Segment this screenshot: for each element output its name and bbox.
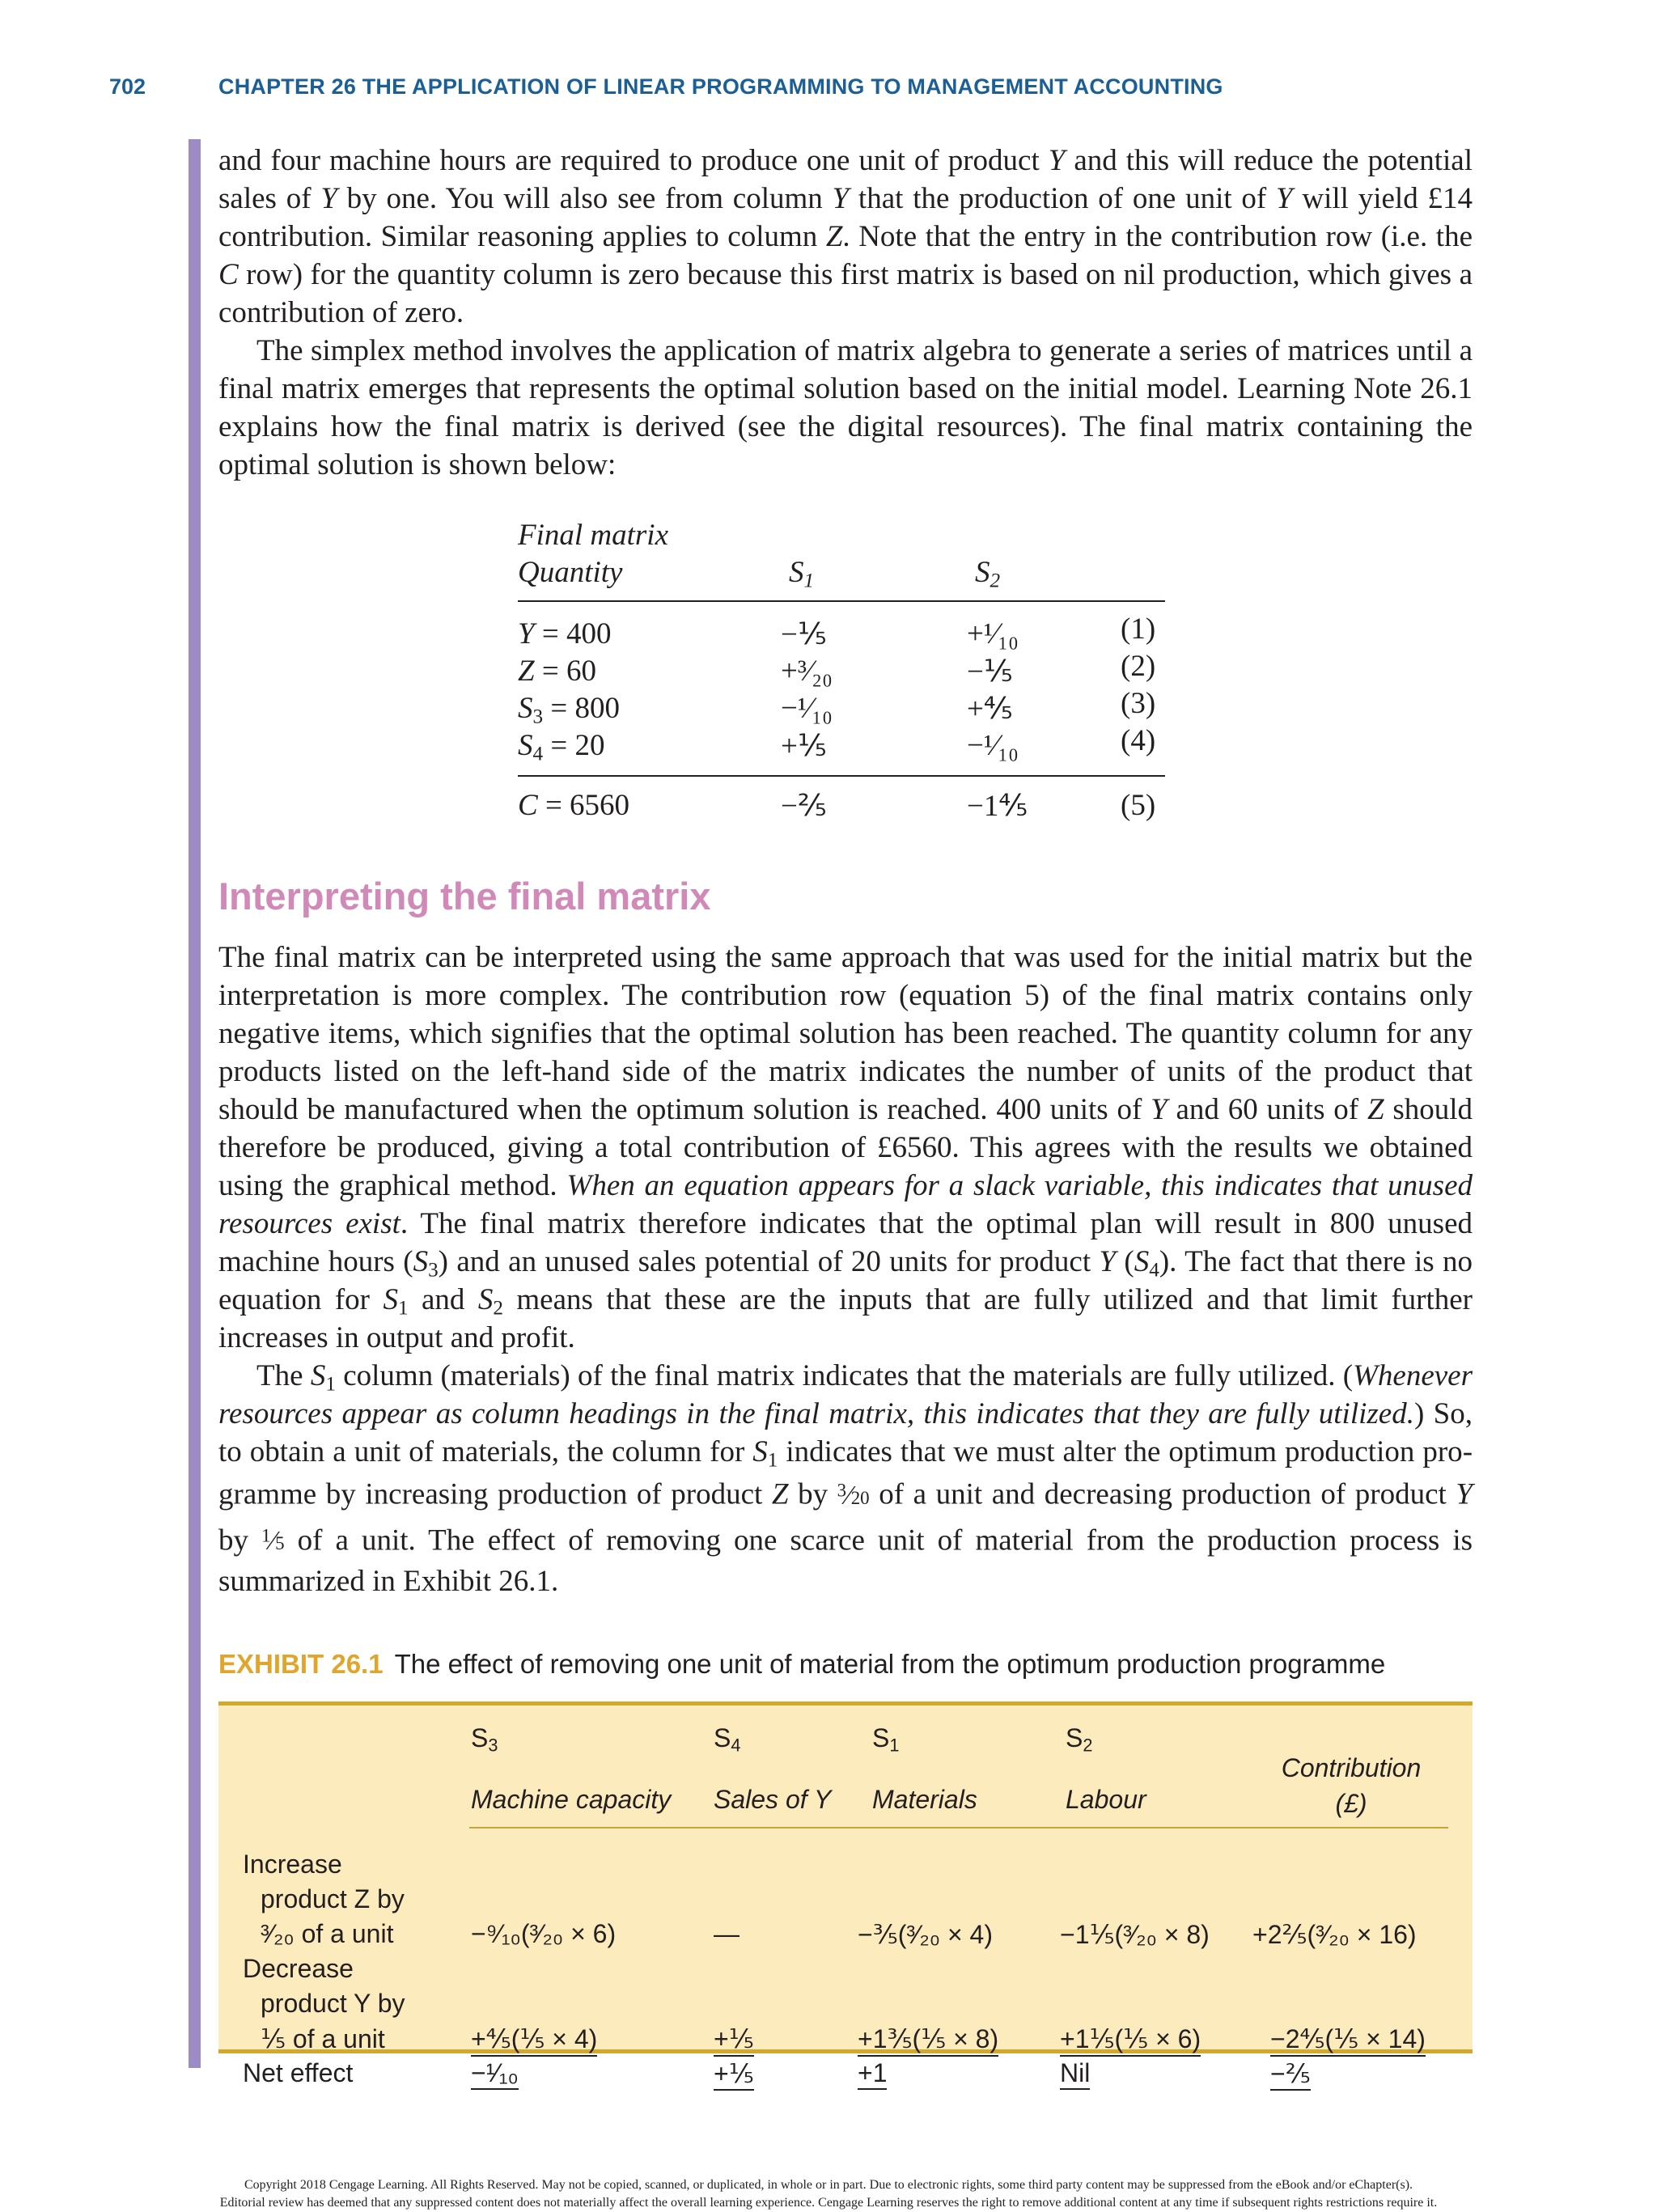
row-label-net-effect: Net effect [243,2058,354,2087]
matrix-header-quantity: Quantity [518,556,623,589]
decrease-y-contribution: −2⅘(⅕ × 14) [1270,2023,1426,2057]
net-effect-labour: Nil [1060,2058,1090,2090]
col-name-sales-of-y: Sales of Y [714,1785,832,1814]
exhibit-header-rule [469,1827,1448,1829]
net-effect-contribution: −⅖ [1270,2058,1311,2091]
increase-z-sales: — [714,1919,740,1948]
margin-bar [189,139,201,2068]
net-effect-machine: −¹⁄₁₀ [471,2058,519,2090]
net-effect-sales: +⅕ [714,2058,754,2091]
matrix-row-4-eq: (4) [1121,724,1156,757]
increase-z-materials: −⅗(³⁄₂₀ × 4) [858,1920,993,1949]
exhibit-caption [218,1649,1385,1680]
matrix-row-2-s1: +³⁄₂₀ [781,655,833,688]
decrease-y-materials: +1⅗(⅕ × 8) [858,2023,998,2057]
page-number: 702 [109,74,146,99]
increase-z-machine: −⁹⁄₁₀(³⁄₂₀ × 6) [471,1919,617,1948]
paragraph-1: and four machine hours are required to produce one unit of product Y and this will reduce the potential sales of Y by one. You will also see from column Y that the production of one unit of Y will yield £14 contribution. Similar reasoning applies to column Z. Note that the entry in the contribution row (i.e. the C row) for the quantity column is zero because this first matrix is based on nil production, which gives a contribution of zero. [218,144,1473,329]
col-name-contribution: Contribution (£) [1281,1753,1422,1818]
col-name-machine-capacity: Machine capacity [471,1785,672,1814]
chapter-title: CHAPTER 26 THE APPLICATION OF LINEAR PROGRAMMING TO MANAGEMENT ACCOUNTING [218,74,1223,99]
exhibit-table [218,1701,1473,2053]
running-header [0,74,1657,107]
matrix-header-s1: $S_1$ [789,556,815,592]
matrix-header-rule [518,600,1165,602]
col-var-s3: $S_3$ [471,1723,498,1756]
row-label-product-y: product Y by [261,1989,405,2018]
matrix-row-3-eq: (3) [1121,687,1156,720]
exhibit-label: EXHIBIT 26.1 [218,1649,384,1679]
matrix-total-s1: −⅖ [781,790,827,823]
matrix-row-3-s1: −¹⁄₁₀ [781,692,833,725]
paragraph-4: The $S_1$ column (materials) of the final matrix indicates that the materials are fully utilized. (Whenever resources appear as column headings in the final matrix, this indicates that they are fully utilized.) So, to obtain a unit of materials, the column for $S_1$ indicates that we must alter the optimum production programme by increasing production of product Z by $^3$⁄20 of a unit and decreasing production of product Y by $^1$⁄5 of a unit. The effect of removing one scarce unit of material from the production process is summarized in Exhibit 26.1. [218,1359,1473,1599]
matrix-total-rule [518,775,1165,777]
matrix-row-3-qty: $S_3 = 800$ [518,692,620,728]
row-label-decrease: Decrease [243,1954,354,1983]
col-var-s1: $S_1$ [872,1723,900,1756]
decrease-y-sales: +⅕ [714,2023,754,2057]
decrease-y-machine: +⅘(⅕ × 4) [471,2023,597,2057]
paragraph-3: The final matrix can be interpreted using the same approach that was used for the initial matrix but the interpretation is more complex. The contribution row (equation 5) of the final matrix contains only negative items, which signifies that the optimal solution has been reached. The quantity column for any products listed on the left-hand side of the matrix indicates the number of units of the product that should be manufactured when the optimum solution is reached. 400 units of Y and 60 units of Z should therefore be produced, giving a total contribution of £6560. This agrees with the results we obtained using the graphical method. When an equation appears for a slack variable, this indicates that unused resources exist. The final matrix therefore indicates that the optimal plan will result in 800 unused machine hours $(S_3)$ and an unused sales potential of 20 units for product Y $(S_4)$. The fact that there is no equation for $S_1$ and $S_2$ means that these are the inputs that are fully utilized and that limit further increases in output and profit. [218,941,1473,1354]
page-footer [0,2176,1657,2212]
section-heading: Interpreting the final matrix [218,875,711,917]
row-label-fraction-y: ⅕ of a unit [261,2024,385,2053]
matrix-total-qty: C = 6560 [518,789,630,822]
matrix-row-2-qty: Z = 60 [518,655,596,688]
matrix-row-1-qty: Y = 400 [518,617,612,650]
exhibit-title: The effect of removing one unit of material from the optimum production programme [394,1649,1386,1679]
matrix-row-1-s2: +¹⁄₁₀ [967,617,1019,650]
matrix-row-2-s2: −⅕ [967,655,1013,689]
net-effect-materials: +1 [858,2058,887,2090]
interpretation-paragraphs [218,939,1473,1600]
intro-paragraphs [218,142,1473,484]
col-name-materials: Materials [872,1785,977,1814]
matrix-row-4-s1: +⅕ [781,730,827,763]
matrix-row-4-s2: −¹⁄₁₀ [967,729,1019,762]
col-name-labour: Labour [1066,1785,1146,1814]
increase-z-labour: −1⅕(³⁄₂₀ × 8) [1060,1920,1210,1949]
col-var-s4: $S_4$ [714,1723,741,1756]
matrix-row-1-s1: −⅕ [781,618,827,651]
footer-line-2: Editorial review has deemed that any suppressed content does not materially affect the overall learning experience. Cengage Learning reserves the right to remove additional content at any time if subsequent rights restrictions require it. [219,2196,1438,2210]
row-label-product-z: product Z by [261,1884,405,1913]
paragraph-2: The simplex method involves the application of matrix algebra to generate a series of matrices until a final matrix emerges that represents the optimal solution based on the initial model. Learning Note 26.1 explains how the final matrix is derived (see the digital resources). The final matrix containing the optimal solution is shown below: [218,334,1473,481]
col-var-s2: $S_2$ [1066,1723,1093,1756]
footer-line-1: Copyright 2018 Cengage Learning. All Rights Reserved. May not be copied, scanned, or duplicated, in whole or in part. Due to electronic rights, some third party content may be suppressed from the eBook and/or eChapter(s). [244,2178,1413,2192]
row-label-increase: Increase [243,1850,342,1879]
matrix-total-eq: (5) [1121,789,1156,822]
matrix-header-s2: $S_2$ [975,556,1001,592]
matrix-row-3-s2: +⅘ [967,693,1013,726]
matrix-row-2-eq: (2) [1121,650,1156,683]
final-matrix [518,518,1165,833]
matrix-row-1-eq: (1) [1121,612,1156,646]
decrease-y-labour: +1⅕(⅕ × 6) [1060,2023,1201,2057]
matrix-row-4-qty: $S_4 = 20$ [518,729,605,765]
row-label-fraction-z: ³⁄₂₀ of a unit [261,1919,394,1948]
increase-z-contribution: +2⅖(³⁄₂₀ × 16) [1252,1920,1417,1949]
matrix-title: Final matrix [518,519,669,552]
matrix-total-s2: −1⅘ [967,790,1028,823]
